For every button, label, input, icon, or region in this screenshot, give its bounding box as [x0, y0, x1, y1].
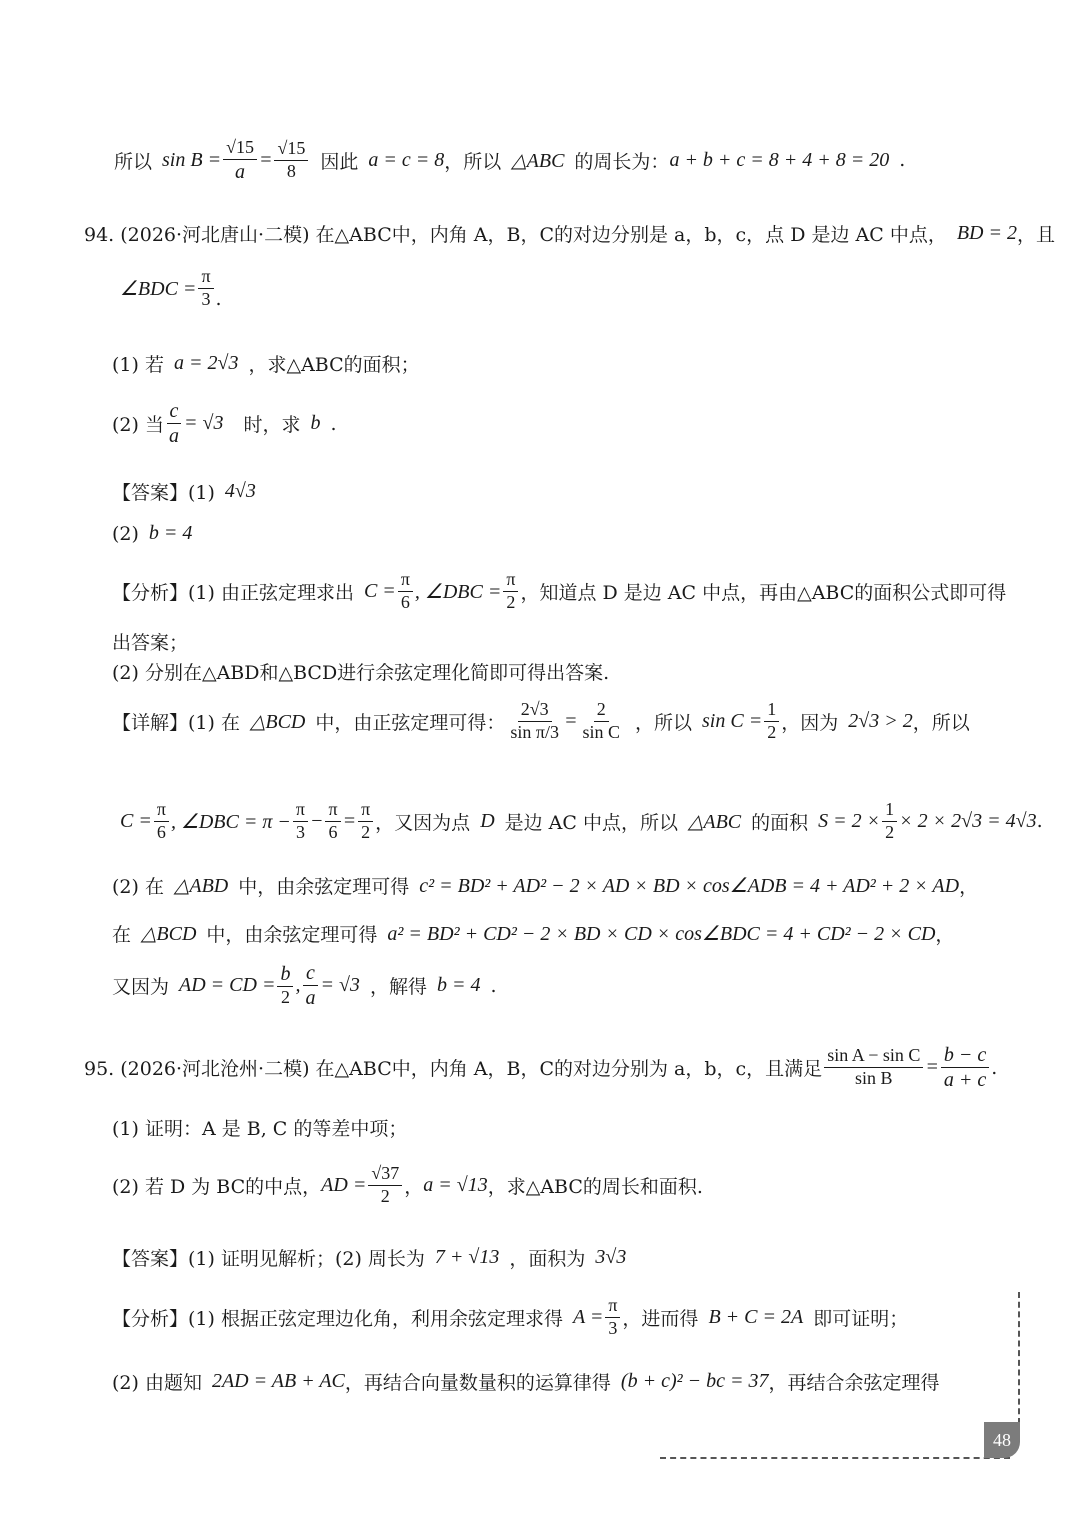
math: , ∠DBC =	[414, 580, 502, 603]
math: S = 2 ×	[818, 809, 881, 832]
question-94-condition	[120, 266, 1080, 310]
fraction: $\frac{√37}{2}$	[368, 1164, 402, 1207]
answer-94-part1	[112, 478, 1080, 505]
text: 是边 AC 中点，所以	[504, 811, 678, 834]
text: ，再结合余弦定理得	[768, 1372, 940, 1394]
fraction: $\frac{\pi}{2}$	[358, 800, 373, 843]
text: 的面积	[751, 811, 809, 834]
fraction: $\frac{c}{a}$	[302, 962, 318, 1009]
text: ，再结合向量数量积的运算律得	[344, 1372, 611, 1394]
math: a = √13	[423, 1173, 488, 1196]
fraction: $\frac{1}{2}$	[764, 700, 779, 743]
text: 因此	[320, 150, 359, 173]
math: a = c = 8	[368, 148, 445, 171]
answer-95	[112, 1244, 1080, 1271]
text: (2) 在	[112, 876, 164, 898]
math: C =	[120, 809, 152, 832]
text: ，所以	[635, 711, 693, 734]
answer-94-part2	[112, 522, 1080, 545]
detail-94-part2-abd	[112, 872, 1080, 899]
analysis-94-part1	[112, 570, 1080, 613]
math: a = 2√3	[173, 352, 239, 374]
text: 【详解】(1) 在	[112, 711, 240, 734]
math: sin C =	[702, 709, 763, 732]
math: BD = 2	[956, 222, 1017, 244]
analysis-95-part2	[112, 1368, 1080, 1395]
fraction: $\frac{2}{\text{sin C}}$	[582, 699, 620, 742]
text: ，面积为	[509, 1248, 586, 1270]
math: ∠BDC =	[120, 277, 197, 300]
text: (2)	[112, 522, 139, 545]
page-border-dashed-right	[1018, 1292, 1020, 1424]
math: (b + c)² − bc = 37	[620, 1370, 769, 1392]
math: b	[310, 412, 321, 434]
text: ，解得	[369, 976, 427, 998]
math: , ∠DBC = π −	[170, 810, 291, 833]
question-94-part2	[112, 400, 1080, 447]
math: △BCD	[141, 923, 197, 945]
text: (1) 证明：A 是 B, C 的等差中项；	[112, 1118, 408, 1140]
text: (1) 若	[112, 354, 164, 376]
fraction: $\frac{\pi}{6}$	[154, 800, 169, 843]
question-95-part1	[112, 1114, 1080, 1141]
fraction: $\frac{√15}{a}$	[223, 138, 257, 183]
text: (2) 当	[112, 414, 164, 436]
math: a + b + c = 8 + 4 + 8 = 20	[669, 148, 890, 171]
math: sin B =	[162, 148, 222, 171]
text: 【答案】(1)	[112, 482, 215, 504]
fraction: $\frac{1}{2}$	[882, 800, 897, 843]
analysis-95-part1	[112, 1296, 1080, 1339]
text: ，又因为点	[375, 811, 471, 834]
text: 出答案；	[112, 632, 189, 654]
math: A =	[572, 1305, 604, 1328]
detail-94-solve: 又因为 AD = CD = $\frac{b}{2}$ , $\frac{c}{a}$ = √3 ，解得 b = 4 .	[112, 962, 497, 1009]
fraction: $\frac{\pi}{6}$	[325, 800, 340, 843]
math: △ABC	[511, 149, 565, 172]
text-line-1: 所以 sin B = $\frac{√15}{a}$ = $\frac{√15}{8}$ 因此 a = c = 8 ，所以 △ABC 的周长为： a + b + c = 8 + 4 + 8 = 20 .	[114, 137, 906, 183]
text: 95. (2026·河北沧州·二模) 在△ABC中，内角 A，B，C的对边分别为 a，b，c，且满足	[84, 1058, 823, 1080]
analysis-94-part2	[112, 658, 1080, 685]
text: 中，由余弦定理可得	[206, 924, 378, 946]
math: = √3	[320, 974, 360, 996]
text: (2) 若 D 为 BC的中点，	[112, 1175, 322, 1198]
text: 中，由余弦定理可得	[238, 876, 410, 898]
math: C =	[363, 579, 396, 602]
math: 2√3 > 2	[848, 709, 913, 732]
math: 3√3	[595, 1246, 627, 1268]
text: (2) 由题知	[112, 1372, 202, 1394]
math: △BCD	[249, 710, 306, 733]
fraction: $\frac{c}{a}$	[166, 400, 182, 447]
math: △ABD	[173, 875, 229, 897]
fraction: $\frac{2√3}{\text{sin π/3}}$	[510, 699, 559, 742]
fraction: $\frac{\pi}{2}$	[503, 570, 518, 613]
math: × 2 × 2√3 = 4√3	[899, 809, 1037, 832]
math: b = 4	[148, 522, 193, 544]
text: 中，由正弦定理可得：	[315, 711, 506, 734]
math: 2AD = AB + AC	[211, 1370, 345, 1392]
text: 的周长为：	[574, 150, 670, 173]
text: .	[991, 1056, 998, 1079]
fraction: $\frac{b - c}{a + c}$	[941, 1044, 989, 1091]
question-95-stem: 95. (2026·河北沧州·二模) 在△ABC中，内角 A，B，C的对边分别为 a，b，c，且满足 $\frac{\text{sin A − sin C}}{\text{sin B}}$ = $\frac{b - c}{a + c}$ .	[84, 1044, 998, 1091]
math: B + C = 2A	[708, 1305, 804, 1328]
text: (2) 分别在△ABD和△BCD进行余弦定理化简即可得出答案.	[112, 662, 610, 684]
text: 【分析】(1) 由正弦定理求出	[112, 581, 354, 604]
page-border-dashed-bottom	[660, 1457, 1010, 1459]
analysis-94-continued	[112, 628, 1080, 655]
math: 7 + √13	[434, 1246, 500, 1268]
text: .	[330, 412, 337, 435]
math: △ABC	[687, 810, 742, 833]
text: 【答案】(1) 证明见解析；(2) 周长为	[112, 1248, 425, 1270]
math: = √3	[183, 412, 224, 434]
text: ，知道点 D 是边 AC 中点，再由△ABC的面积公式即可得	[520, 581, 1007, 604]
text: ，求△ABC的周长和面积.	[487, 1175, 703, 1198]
math: AD =	[321, 1173, 367, 1196]
text: ，因为	[781, 711, 839, 734]
text: ，	[404, 1175, 424, 1198]
math: c² = BD² + AD² − 2 × AD × BD × cos∠ADB = 4 + AD² + 2 × AD	[419, 875, 960, 897]
text: 时，求	[243, 414, 301, 436]
text: ，所以	[912, 711, 970, 734]
question-94-stem	[84, 220, 1080, 247]
math: 4√3	[224, 480, 256, 502]
text: ，且	[1016, 224, 1055, 246]
math: D	[480, 809, 495, 832]
question-94-part1	[112, 350, 1080, 377]
text: 94. (2026·河北唐山·二模) 在△ABC中，内角 A，B，C的对边分别是 a，b，c，点 D 是边 AC 中点，	[84, 224, 947, 246]
text: .	[215, 288, 222, 310]
text: 又因为	[112, 976, 170, 998]
text: ，	[935, 924, 955, 946]
text: ，求△ABC的面积；	[248, 354, 420, 376]
text: 在	[112, 924, 132, 946]
text: ，进而得	[622, 1307, 699, 1330]
detail-94-angles: C = $\frac{\pi}{6}$ , ∠DBC = π − $\frac{\pi}{3}$ − $\frac{\pi}{6}$ = $\frac{\pi}{2}$ ，又因为点 D 是边 AC 中点，所以 △ABC 的面积 S = 2 × $\frac{1}{2}$ × 2 × 2√3 = 4√3 .	[120, 799, 1043, 842]
text: .	[490, 974, 497, 997]
detail-94-part2-bcd	[112, 920, 1080, 947]
fraction: $\frac{\text{sin A − sin C}}{\text{sin B}}$	[824, 1046, 923, 1089]
math: a² = BD² + CD² − 2 × BD × CD × cos∠BDC = 4 + CD² − 2 × CD	[387, 923, 936, 945]
fraction: $\frac{\pi}{3}$	[293, 800, 308, 843]
text: 【分析】(1) 根据正弦定理边化角，利用余弦定理求得	[112, 1307, 563, 1330]
math: b = 4	[436, 974, 481, 996]
fraction: $\frac{\pi}{3}$	[198, 267, 213, 310]
text: ，	[959, 876, 979, 898]
page-number: 48	[984, 1422, 1020, 1458]
question-95-part2	[112, 1164, 1080, 1207]
text: 所以	[114, 150, 153, 173]
fraction: $\frac{\pi}{3}$	[605, 1296, 620, 1339]
detail-94-part1: 【详解】(1) 在 △BCD 中，由正弦定理可得： $\frac{2√3}{\text{sin π/3}}$ = $\frac{2}{\text{sin C}}$ ，所以 sin C = $\frac{1}{2}$ ，因为 2√3 > 2 ，所以	[112, 699, 970, 742]
text: .	[1036, 810, 1043, 833]
fraction: $\frac{\pi}{6}$	[398, 570, 413, 613]
fraction: $\frac{√15}{8}$	[274, 139, 308, 182]
fraction: $\frac{b}{2}$	[277, 963, 293, 1008]
text: ，所以	[444, 150, 502, 173]
text: 即可证明；	[813, 1307, 909, 1330]
math: AD = CD =	[179, 974, 276, 996]
text: .	[899, 149, 906, 172]
